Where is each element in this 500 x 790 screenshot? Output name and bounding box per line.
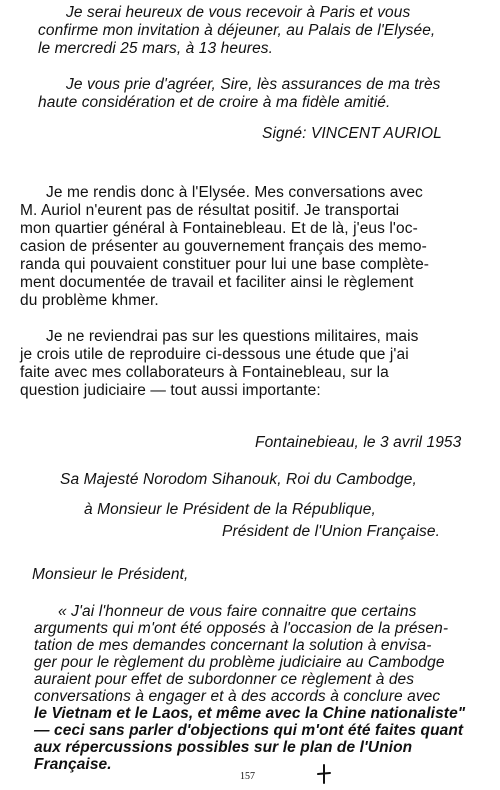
- letter-body-line: « J'ai l'honneur de vous faire connaitre que certains: [58, 603, 417, 620]
- letter-body-line: ger pour le règlement du problème judiciaire au Cambodge: [34, 654, 445, 671]
- letter-top-line: le mercredi 25 mars, à 13 heures.: [38, 40, 274, 57]
- sender: Sa Majesté Norodom Sihanouk, Roi du Cambodge,: [60, 471, 417, 488]
- narrative-line: ment documentée de travail et faciliter ainsi le règlement: [20, 274, 414, 291]
- letter-top-line: Je serai heureux de vous recevoir à Paris et vous: [66, 4, 411, 21]
- narrative-line: je crois utile de reproduire ci-dessous une étude que j'ai: [20, 346, 409, 363]
- recipient-line: Président de l'Union Française.: [222, 523, 441, 540]
- narrative-line: du problème khmer.: [20, 292, 159, 309]
- salutation: Monsieur le Président,: [32, 566, 189, 583]
- letter-top-line: Je vous prie d'agréer, Sire, lès assurances de ma très: [66, 76, 441, 93]
- letter-body-line: aux répercussions possibles sur le plan de l'Union: [34, 739, 413, 756]
- narrative-line: faite avec mes collaborateurs à Fontainebleau, sur la: [20, 364, 389, 381]
- letter-body-line: le Vietnam et le Laos, et même avec la Chine nationaliste": [34, 705, 466, 722]
- narrative-line: randa qui pouvaient constituer pour lui une base complète-: [20, 256, 430, 273]
- narrative-line: Je me rendis donc à l'Elysée. Mes conversations avec: [46, 184, 423, 201]
- narrative-line: M. Auriol n'eurent pas de résultat positif. Je transportai: [20, 202, 400, 219]
- narrative-line: mon quartier général à Fontainebleau. Et de là, j'eus l'oc-: [20, 220, 418, 237]
- letter-top-line: confirme mon invitation à déjeuner, au Palais de l'Elysée,: [38, 22, 436, 39]
- letter-body-line: auraient pour effet de subordonner ce règlement à des: [34, 671, 415, 688]
- place-date: Fontainebieau, le 3 avril 1953: [255, 434, 462, 451]
- letter-body-line: tation de mes demandes concernant la solution à envisa-: [34, 637, 432, 654]
- recipient-line: à Monsieur le Président de la République,: [84, 501, 376, 518]
- handwritten-mark-icon: [316, 764, 332, 784]
- letter-body-line: conversations à engager et à des accords à conclure avec: [34, 688, 441, 705]
- narrative-line: casion de présenter au gouvernement français des memo-: [20, 238, 427, 255]
- letter-top-line: haute considération et de croire à ma fidèle amitié.: [38, 94, 391, 111]
- letter-body-line: Française.: [34, 756, 112, 773]
- signature: Signé: VINCENT AURIOL: [262, 125, 442, 142]
- narrative-line: Je ne reviendrai pas sur les questions militaires, mais: [46, 328, 419, 345]
- letter-body-line: — ceci sans parler d'objections qui m'ont été faites quant: [34, 722, 464, 739]
- letter-body-line: arguments qui m'ont été opposés à l'occasion de la présen-: [34, 620, 449, 637]
- narrative-line: question judiciaire — tout aussi importante:: [20, 382, 321, 399]
- page-number: 157: [240, 771, 255, 782]
